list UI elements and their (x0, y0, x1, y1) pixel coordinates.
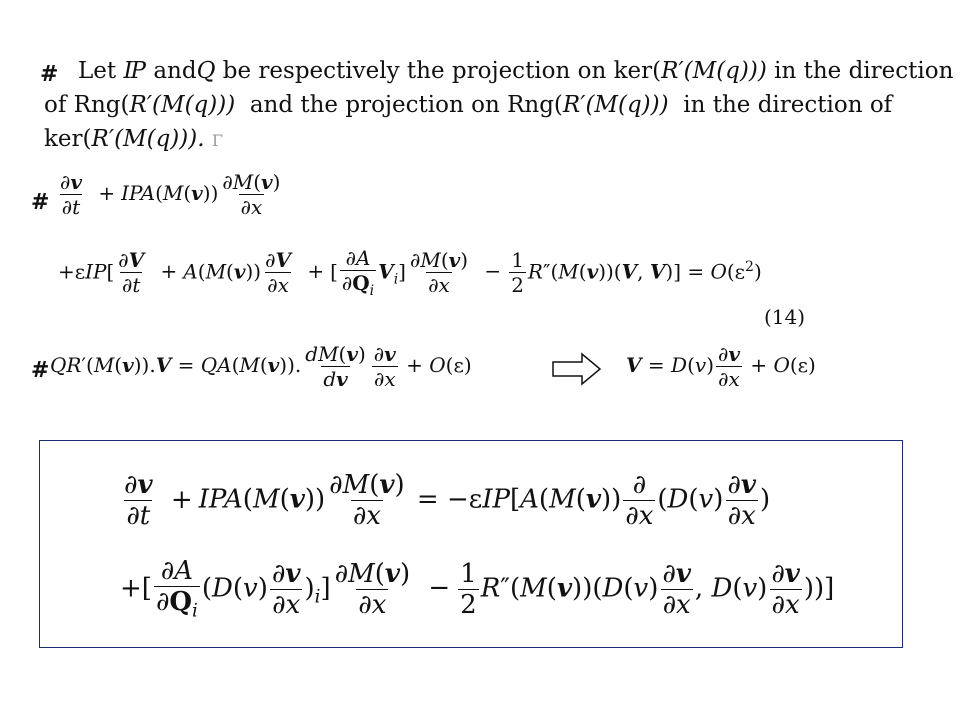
hash-marker-3: # (31, 358, 50, 383)
equation-number: (14) (764, 305, 806, 329)
boxed-equation-line-1: $\frac{\partial v}{\partial t}$ + IPA(M(v)) $\frac{\partial M(v)}{\partial x}$ = −εIP[A(M(v)) $\frac{\partial}{\partial x}$ (D(v) $\frac{\partial v}{\partial x}$ ) (124, 470, 771, 531)
boxed-equation-line-2: +[ $\frac{\partial A}{\partial Q_i}$ (D(v) $\frac{\partial v}{\partial x}$ )$_i$] $\frac{\partial M(v)}{\partial x}$ − $\frac{1}{2}$ R″(M(v))(D(v) $\frac{\partial v}{\partial x}$ , D(v) $\frac{\partial v}{\partial x}$ ))] (120, 556, 835, 622)
equation-v-result: V = D(v) $\frac{\partial v}{\partial x}$ + O(ε) (626, 342, 816, 391)
hash-marker-1: # (40, 62, 59, 87)
paragraph-line-3: ker(R′(M(q))). Γ (44, 126, 223, 152)
implication-arrow-icon (552, 352, 602, 386)
equation-14-line-1: $\frac{\partial v}{\partial t}$ + IPA(M(v)) $\frac{\partial M(v)}{\partial x}$ (60, 170, 281, 219)
equation-q-projection: QR′(M(v)).V = QA(M(v)). $\frac{dM(v)}{dv}$ $\frac{\partial v}{\partial x}$ + O(ε) (50, 342, 472, 391)
paragraph-line-2: of Rng(R′(M(q))) and the projection on Rng(R′(M(q))) in the direction of (44, 92, 893, 118)
paragraph-line-1: Let IP andQ be respectively the projection on ker(R′(M(q))) in the direction (78, 58, 954, 84)
hash-marker-2: # (31, 190, 50, 215)
equation-14-line-2: +εIP[ $\frac{\partial V}{\partial t}$ + A(M(v)) $\frac{\partial V}{\partial x}$ + [ $\frac{\partial A}{\partial Q_i}$ $V_i$] $\frac{\partial M(v)}{\partial x}$ − $\frac{1}{2}$ R″(M(v))(V, $V)] = O(\varepsilon^2)$ (58, 246, 762, 299)
